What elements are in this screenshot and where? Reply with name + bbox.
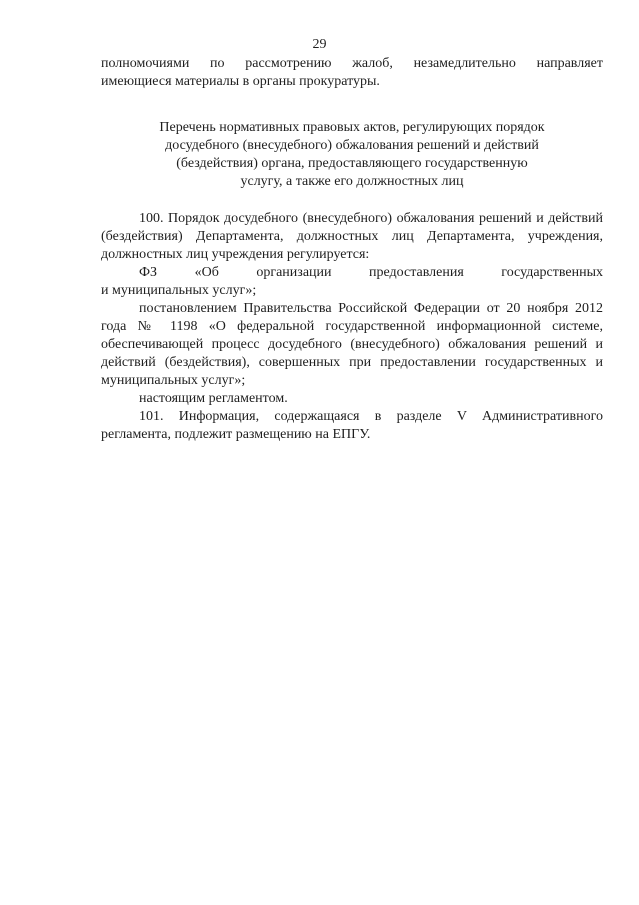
decree-reference: постановлением Правительства Российской Федерации от 20 ноября 2012 года № 1198 «О федеральной государственной информационной системе, обеспечивающей процесс досудебного (внесудебного) обжалования решений и действий (бездействия), совершенных при предоставлении государственных и муниципальных услуг»; xyxy=(101,301,603,388)
heading-line-2: досудебного (внесудебного) обжалования решений и действий xyxy=(165,138,539,153)
heading-line-3: (бездействия) органа, предоставляющего государственную xyxy=(176,156,528,171)
intro-line-1: полномочиями по рассмотрению жалоб, незамедлительно направляет xyxy=(101,56,603,71)
section-heading xyxy=(101,119,603,191)
heading-line-4: услугу, а также его должностных лиц xyxy=(240,174,464,189)
paragraph-101: 101. Информация, содержащаяся в разделе V Административного регламента, подлежит размещению на ЕПГУ. xyxy=(101,409,603,442)
fz-reference-line-1: ФЗ «Об организации предоставления государственных xyxy=(139,265,603,280)
spacer xyxy=(101,191,603,210)
reglament-reference: настоящим регламентом. xyxy=(139,391,288,406)
fz-reference-line-2: и муниципальных услуг»; xyxy=(101,283,257,298)
page-number: 29 xyxy=(312,37,327,52)
heading-line-1: Перечень нормативных правовых актов, регулирующих порядок xyxy=(159,120,545,135)
document-body xyxy=(101,55,603,444)
paragraph-100: 100. Порядок досудебного (внесудебного) обжалования решений и действий (бездействия) Департамента, должностных лиц Департамента, учреждения, должностных лиц учреждения регулируется: xyxy=(101,211,603,262)
intro-line-2: имеющиеся материалы в органы прокуратуры. xyxy=(101,74,380,89)
